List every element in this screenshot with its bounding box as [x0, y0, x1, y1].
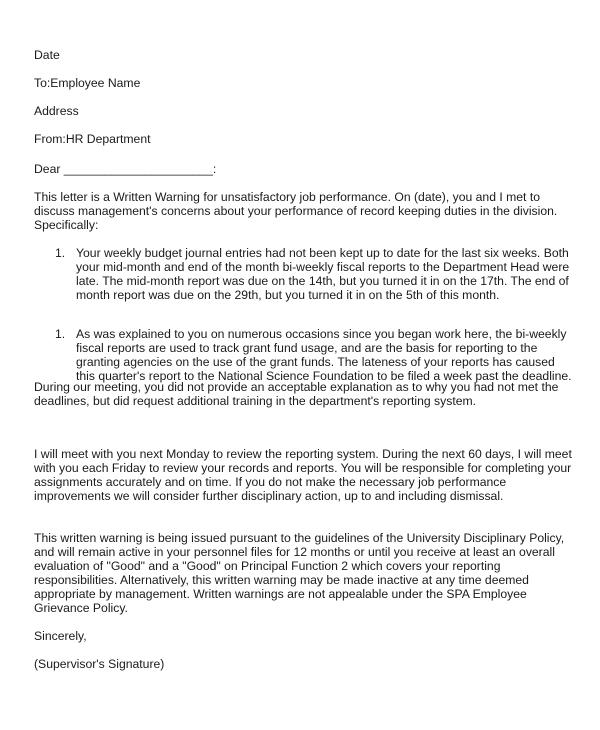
address-line: Address [34, 104, 79, 118]
from-line: From:HR Department [34, 132, 151, 146]
salutation: Dear ______________________: [34, 162, 217, 176]
closing: Sincerely, [34, 629, 87, 643]
intro-paragraph: This letter is a Written Warning for unsatisfactory job performance. On (date), you and I met to discuss management's concerns about your performance of record keeping duties in the division. Specifically: [34, 190, 558, 232]
list-item [55, 246, 575, 302]
list-number: 1. [55, 246, 66, 260]
date-line: Date [34, 48, 60, 62]
to-line: To:Employee Name [34, 76, 141, 90]
list-item [55, 327, 575, 383]
list-text: Your weekly budget journal entries had not been kept up to date for the last six weeks. Both your mid-month and end of the month bi-weekly fiscal reports to the Department Head were late. The mid-month report was due on the 14th, but you turned it in on the 17th. The end of month report was due on the 29th, but you turned it in on the 5th of this month. [76, 246, 570, 302]
policy-paragraph: This written warning is being issued pursuant to the guidelines of the University Disciplinary Policy, and will remain active in your personnel files for 12 months or until you receive at least an overall evaluation of "Good" and a "Good" on Principal Function 2 which covers your reporting responsibilities. Alternatively, this written warning may be made inactive at any time deemed appropriate by management. Written warnings are not appealable under the SPA Employee Grievance Policy. [34, 531, 565, 615]
meeting-paragraph: During our meeting, you did not provide an acceptable explanation as to why you had not met the deadlines, but did request additional training in the department's reporting system. [34, 380, 559, 408]
list-text: As was explained to you on numerous occasions since you began work here, the bi-weekly fiscal reports are used to track grant fund usage, and are the basis for reporting to the granting agencies on the use of the grant funds. The lateness of your reports has caused this quarter's report to the National Science Foundation to be filed a week past the deadline. [76, 327, 572, 383]
list-number: 1. [55, 327, 66, 341]
signature-line: (Supervisor's Signature) [34, 657, 165, 671]
plan-paragraph: I will meet with you next Monday to review the reporting system. During the next 60 days, I will meet with you each Friday to review your records and reports. You will be responsible for completing your assignments accurately and on time. If you do not make the necessary job performance improvements we will consider further disciplinary action, up to and including dismissal. [34, 447, 572, 503]
